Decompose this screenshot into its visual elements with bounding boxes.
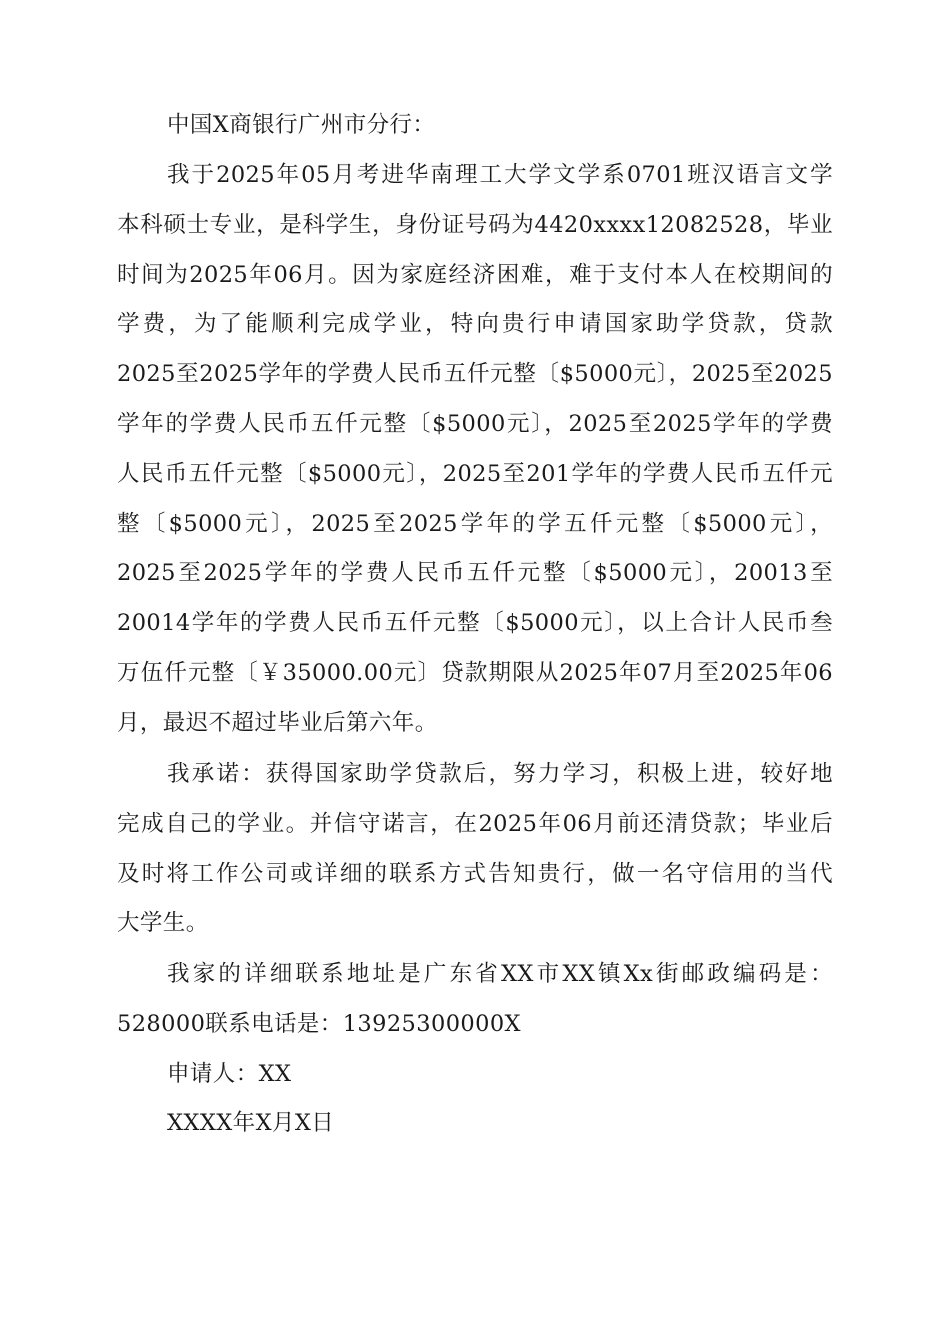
text-line: 我于2025年05月考进华南理工大学文学系0701班汉语言文学 [167,162,833,188]
text-line: 及时将工作公司或详细的联系方式告知贵行，做一名守信用的当代 [117,860,833,887]
paragraph-contact [117,950,833,1050]
text-line: 2025至2025学年的学费人民币五仟元整〔$5000元〕，2025至2025 [117,361,833,388]
salutation [117,101,833,151]
applicant-text: 申请人：XX [167,1061,292,1087]
text-line: 人民币五仟元整〔$5000元〕，2025至201学年的学费人民币五仟元 [117,460,833,487]
salutation-text: 中国X商银行广州市分行： [167,112,436,138]
text-line: 大学生。 [117,910,209,937]
text-line: 2025至2025学年的学费人民币五仟元整〔$5000元〕，20013至 [117,560,833,587]
date-text: XXXX年X月X日 [167,1110,335,1136]
text-line: 完成自己的学业。并信守诺言，在2025年06月前还清贷款；毕业后 [117,810,833,837]
text-line: 万伍仟元整〔￥35000.00元〕贷款期限从2025年07月至2025年06 [117,659,833,686]
text-line: 学费，为了能顺利完成学业，特向贵行申请国家助学贷款，贷款 [117,311,833,338]
applicant-signature [117,1050,833,1100]
text-line: 我家的详细联系地址是广东省XX市XX镇Xx街邮政编码是： [167,961,833,987]
text-line: 本科硕士专业，是科学生，身份证号码为4420xxxx12082528，毕业 [117,211,833,238]
letter-date [117,1099,833,1149]
paragraph-promise [117,750,833,949]
text-line: 月，最迟不超过毕业后第六年。 [117,709,438,736]
text-line: 20014学年的学费人民币五仟元整〔$5000元〕，以上合计人民币叁 [117,610,833,637]
text-line: 整〔$5000元〕，2025至2025学年的学五仟元整〔$5000元〕， [117,510,833,537]
text-line: 学年的学费人民币五仟元整〔$5000元〕，2025至2025学年的学费 [117,410,833,437]
text-line: 528000联系电话是：13925300000X [117,1010,521,1037]
paragraph-loan-request [117,151,833,749]
text-line: 我承诺：获得国家助学贷款后，努力学习，积极上进，较好地 [167,761,833,787]
text-line: 时间为2025年06月。因为家庭经济困难，难于支付本人在校期间的 [117,261,833,288]
